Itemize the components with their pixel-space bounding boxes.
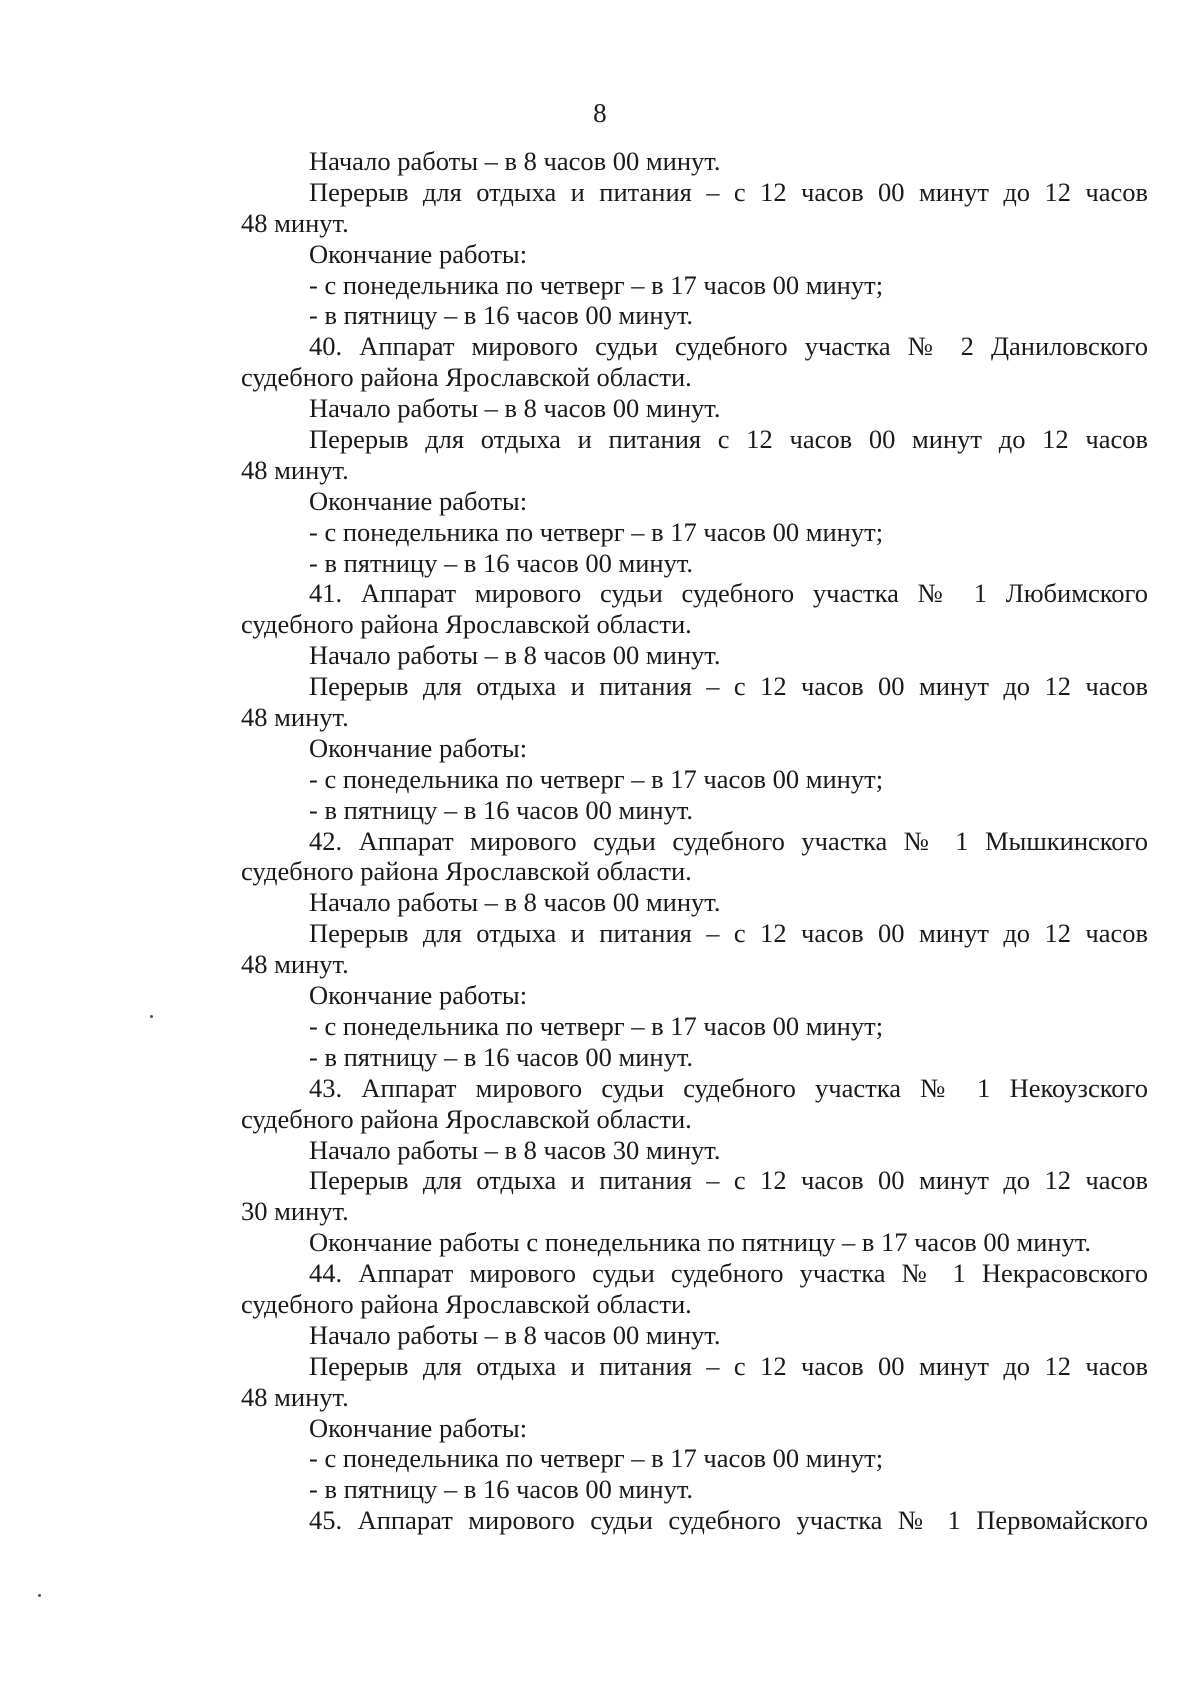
document-line: судебного района Ярославской области. <box>241 362 692 393</box>
document-line: судебного района Ярославской области. <box>241 1288 692 1319</box>
document-line: Окончание работы с понедельника по пятницу – в 17 часов 00 минут. <box>309 1227 1092 1258</box>
document-body <box>241 146 1148 1536</box>
document-line: 43. Аппарат мирового судьи судебного участка № 1 Некоузского <box>309 1072 1148 1103</box>
document-line: 30 минут. <box>241 1196 349 1227</box>
page-number: 8 <box>593 98 607 128</box>
document-line: 48 минут. <box>241 702 349 733</box>
document-line: 41. Аппарат мирового судьи судебного участка № 1 Любимского <box>309 578 1148 609</box>
document-line: 44. Аппарат мирового судьи судебного участка № 1 Некрасовского <box>309 1258 1148 1289</box>
scan-speck <box>150 1015 153 1018</box>
document-line: судебного района Ярославской области. <box>241 856 692 887</box>
document-line: - с понедельника по четверг – в 17 часов 00 минут; <box>309 1010 884 1041</box>
document-line: 45. Аппарат мирового судьи судебного участка № 1 Первомайского <box>309 1505 1148 1536</box>
document-line: - в пятницу – в 16 часов 00 минут. <box>309 300 694 331</box>
document-line: Окончание работы: <box>309 1412 528 1443</box>
document-line: - с понедельника по четверг – в 17 часов 00 минут; <box>309 269 884 300</box>
document-line: - в пятницу – в 16 часов 00 минут. <box>309 1041 694 1072</box>
document-line: - в пятницу – в 16 часов 00 минут. <box>309 547 694 578</box>
document-line: 48 минут. <box>241 949 349 980</box>
document-line: Перерыв для отдыха и питания с 12 часов 00 минут до 12 часов <box>309 424 1148 455</box>
document-line: 40. Аппарат мирового судьи судебного участка № 2 Даниловского <box>309 331 1148 362</box>
document-line: 42. Аппарат мирового судьи судебного участка № 1 Мышкинского <box>309 825 1148 856</box>
document-line: Перерыв для отдыха и питания – с 12 часов 00 минут до 12 часов <box>309 176 1148 207</box>
document-line: - в пятницу – в 16 часов 00 минут. <box>309 1474 694 1505</box>
document-line: 48 минут. <box>241 207 349 238</box>
document-line: - в пятницу – в 16 часов 00 минут. <box>309 794 694 825</box>
scan-speck <box>38 1594 41 1597</box>
document-line: судебного района Ярославской области. <box>241 609 692 640</box>
document-line: Начало работы – в 8 часов 30 минут. <box>309 1134 721 1165</box>
document-line: Окончание работы: <box>309 732 528 763</box>
document-line: 48 минут. <box>241 454 349 485</box>
document-line: Перерыв для отдыха и питания – с 12 часов 00 минут до 12 часов <box>309 1165 1148 1196</box>
document-line: Окончание работы: <box>309 485 528 516</box>
document-line: Окончание работы: <box>309 238 528 269</box>
document-line: Перерыв для отдыха и питания – с 12 часов 00 минут до 12 часов <box>309 918 1148 949</box>
document-line: - с понедельника по четверг – в 17 часов 00 минут; <box>309 763 884 794</box>
document-line: - с понедельника по четверг – в 17 часов 00 минут; <box>309 1443 884 1474</box>
document-line: Перерыв для отдыха и питания – с 12 часов 00 минут до 12 часов <box>309 1350 1148 1381</box>
document-line: Перерыв для отдыха и питания – с 12 часов 00 минут до 12 часов <box>309 671 1148 702</box>
document-line: 48 минут. <box>241 1381 349 1412</box>
document-line: Окончание работы: <box>309 980 528 1011</box>
document-line: Начало работы – в 8 часов 00 минут. <box>309 1319 721 1350</box>
document-line: Начало работы – в 8 часов 00 минут. <box>309 146 721 176</box>
document-line: судебного района Ярославской области. <box>241 1103 692 1134</box>
document-line: Начало работы – в 8 часов 00 минут. <box>309 640 721 671</box>
document-line: Начало работы – в 8 часов 00 минут. <box>309 887 721 918</box>
document-line: - с понедельника по четверг – в 17 часов 00 минут; <box>309 516 884 547</box>
document-line: Начало работы – в 8 часов 00 минут. <box>309 393 721 424</box>
